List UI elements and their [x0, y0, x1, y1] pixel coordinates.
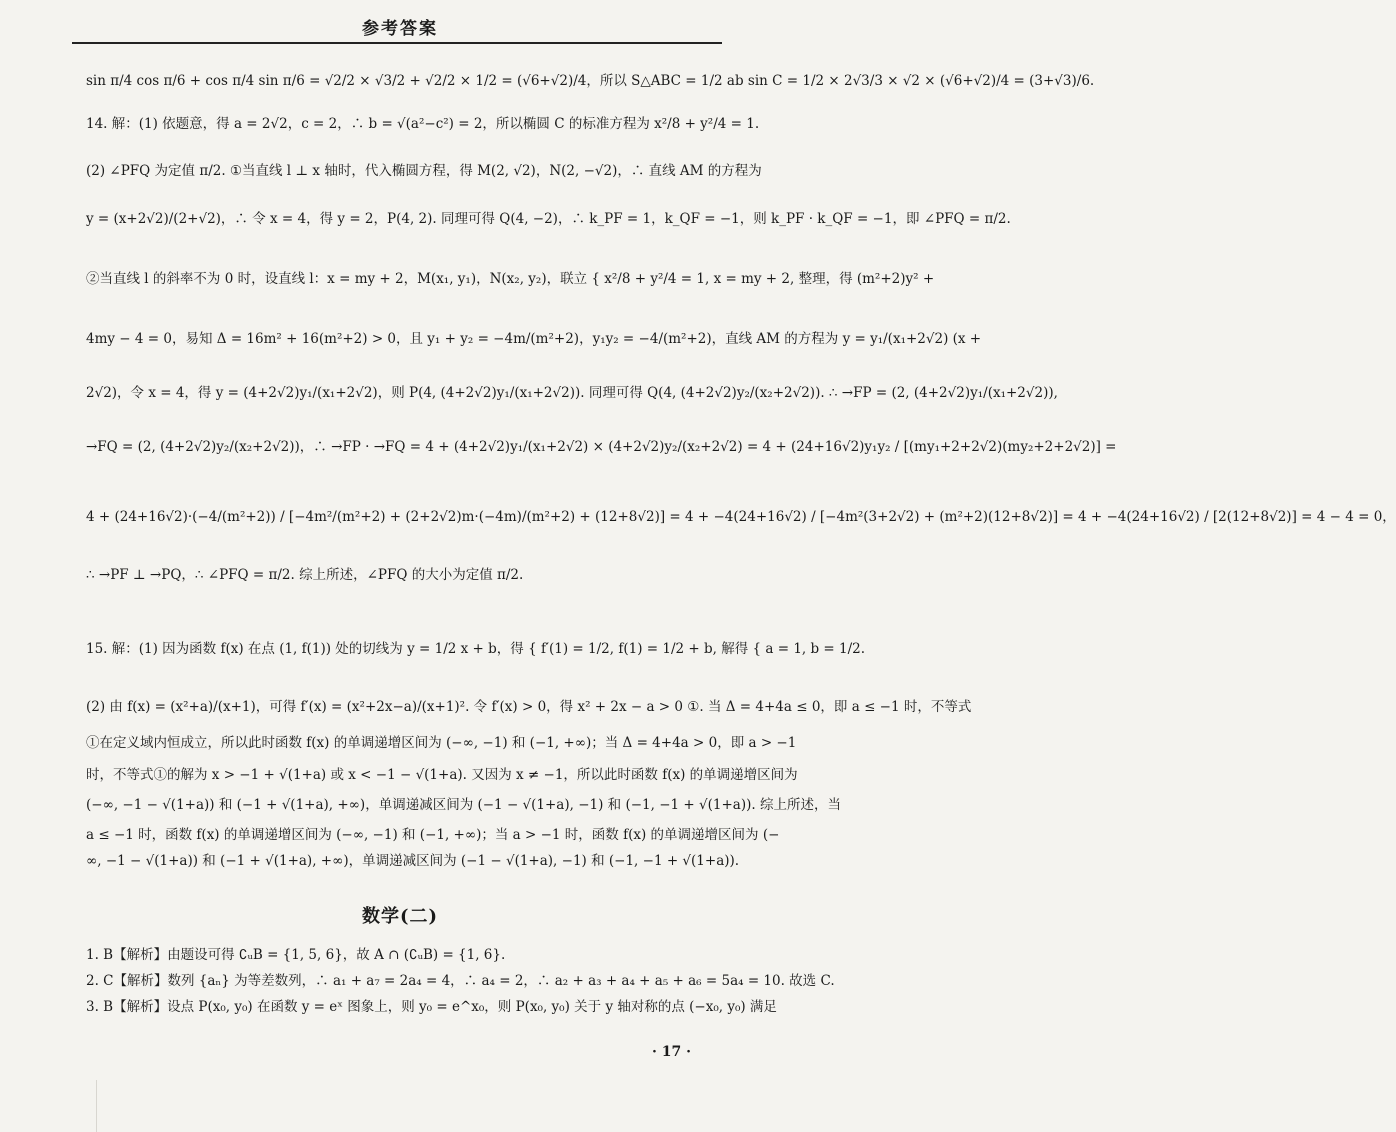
text-line-1: sin π/4 cos π/6 + cos π/4 sin π/6 = √2/2 × √3/2 + √2/2 × 1/2 = (√6+√2)/4，所以 S△ABC = 1/2 ab sin C = 1/2 × 2√3/3 × √2 × (√6+√2)/4 = (3+√3)/6.	[86, 73, 1095, 89]
text-line-11: 15. 解：(1) 因为函数 f(x) 在点 (1, f(1)) 处的切线为 y = 1/2 x + b，得 { f′(1) = 1/2, f(1) = 1/2 + b, 解得 { a = 1, b = 1/2.	[86, 641, 866, 657]
page-number: · 17 ·	[652, 1044, 691, 1060]
text-line-6: 4my − 4 = 0，易知 Δ = 16m² + 16(m²+2) > 0，且 y₁ + y₂ = −4m/(m²+2)，y₁y₂ = −4/(m²+2)，直线 AM 的方程为 y = y₁/(x₁+2√2) (x +	[86, 331, 982, 347]
text-line-10: ∴ →PF ⊥ →PQ，∴ ∠PFQ = π/2. 综上所述，∠PFQ 的大小为定值 π/2.	[86, 567, 524, 583]
page-header-title: 参考答案	[362, 19, 438, 39]
header-rule	[72, 42, 722, 44]
text-line-3: (2) ∠PFQ 为定值 π/2. ①当直线 l ⊥ x 轴时，代入椭圆方程，得 M(2, √2)，N(2, −√2)，∴ 直线 AM 的方程为	[86, 163, 762, 179]
text-line-2: 14. 解：(1) 依题意，得 a = 2√2，c = 2，∴ b = √(a²−c²) = 2，所以椭圆 C 的标准方程为 x²/8 + y²/4 = 1.	[86, 116, 760, 132]
text-line-16: a ≤ −1 时，函数 f(x) 的单调递增区间为 (−∞, −1) 和 (−1, +∞)；当 a > −1 时，函数 f(x) 的单调递增区间为 (−	[86, 827, 780, 843]
text-line-14: 时，不等式①的解为 x > −1 + √(1+a) 或 x < −1 − √(1+a). 又因为 x ≠ −1，所以此时函数 f(x) 的单调递增区间为	[86, 767, 798, 783]
text-line-8: →FQ = (2, (4+2√2)y₂/(x₂+2√2))，∴ →FP · →FQ = 4 + (4+2√2)y₁/(x₁+2√2) × (4+2√2)y₂/(x₂+2√2) = 4 + (24+16√2)y₁y₂ / [(my₁+2+2√2)(my₂+2+2√2)] =	[86, 439, 1117, 455]
text-line-20: 3. B【解析】设点 P(x₀, y₀) 在函数 y = eˣ 图象上，则 y₀ = e^x₀，则 P(x₀, y₀) 关于 y 轴对称的点 (−x₀, y₀) 满足	[86, 999, 777, 1015]
margin-line	[96, 1080, 97, 1132]
text-line-15: (−∞, −1 − √(1+a)) 和 (−1 + √(1+a), +∞)，单调递减区间为 (−1 − √(1+a), −1) 和 (−1, −1 + √(1+a)). 综上所述，当	[86, 797, 841, 813]
text-line-9: 4 + (24+16√2)·(−4/(m²+2)) / [−4m²/(m²+2) + (2+2√2)m·(−4m)/(m²+2) + (12+8√2)] = 4 + −4(24+16√2) / [−4m²(3+2√2) + (m²+2)(12+8√2)] = 4 + −4(24+16√2) / [2(12+8√2)] = 4 − 4 = 0，	[86, 509, 1396, 525]
text-line-12: (2) 由 f(x) = (x²+a)/(x+1)，可得 f′(x) = (x²+2x−a)/(x+1)². 令 f′(x) > 0，得 x² + 2x − a > 0 ①. 当 Δ = 4+4a ≤ 0，即 a ≤ −1 时，不等式	[86, 699, 972, 715]
text-line-19: 2. C【解析】数列 {aₙ} 为等差数列，∴ a₁ + a₇ = 2a₄ = 4，∴ a₄ = 2，∴ a₂ + a₃ + a₄ + a₅ + a₆ = 5a₄ = 10. 故选 C.	[86, 973, 835, 989]
text-line-7: 2√2)，令 x = 4，得 y = (4+2√2)y₁/(x₁+2√2)，则 P(4, (4+2√2)y₁/(x₁+2√2)). 同理可得 Q(4, (4+2√2)y₂/(x₂+2√2)). ∴ →FP = (2, (4+2√2)y₁/(x₁+2√2)),	[86, 385, 1058, 401]
text-line-13: ①在定义域内恒成立，所以此时函数 f(x) 的单调递增区间为 (−∞, −1) 和 (−1, +∞)；当 Δ = 4+4a > 0，即 a > −1	[86, 735, 797, 751]
text-line-17: ∞, −1 − √(1+a)) 和 (−1 + √(1+a), +∞)，单调递减区间为 (−1 − √(1+a), −1) 和 (−1, −1 + √(1+a)).	[86, 853, 740, 869]
text-line-4: y = (x+2√2)/(2+√2)，∴ 令 x = 4，得 y = 2，P(4, 2). 同理可得 Q(4, −2)，∴ k_PF = 1，k_QF = −1，则 k_PF · k_QF = −1，即 ∠PFQ = π/2.	[86, 211, 1011, 227]
text-line-18: 1. B【解析】由题设可得 ∁ᵤB = {1, 5, 6}，故 A ∩ (∁ᵤB) = {1, 6}.	[86, 947, 506, 963]
text-line-5: ②当直线 l 的斜率不为 0 时，设直线 l：x = my + 2，M(x₁, y₁)，N(x₂, y₂)，联立 { x²/8 + y²/4 = 1, x = my + 2, 整理，得 (m²+2)y² +	[86, 271, 935, 287]
section-title: 数学(二)	[361, 906, 439, 927]
